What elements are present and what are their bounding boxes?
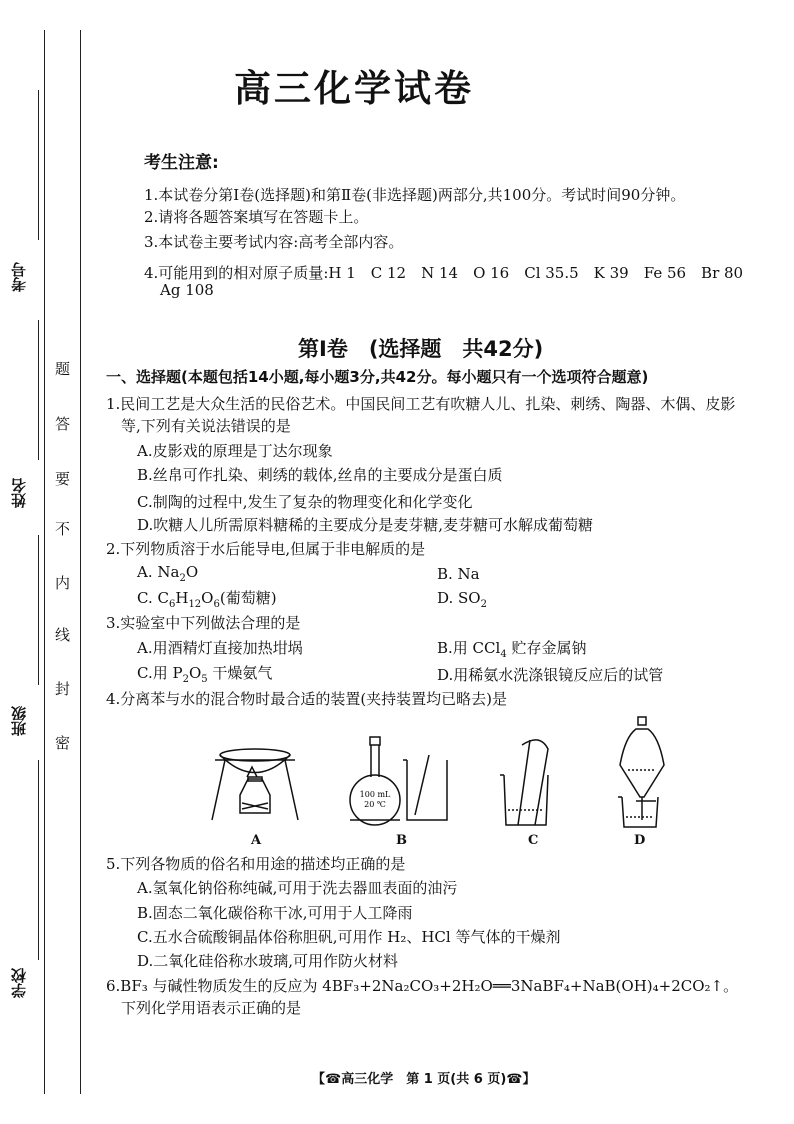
- q5-option-a: A.氢氧化钠俗称纯碱,可用于洗去器皿表面的油污: [137, 879, 458, 897]
- q5-option-d: D.二氧化硅俗称水玻璃,可用作防火材料: [137, 952, 399, 970]
- name-underline: [38, 320, 39, 460]
- school-label: 学校: [10, 968, 28, 998]
- q3-c-t2: O: [188, 664, 202, 682]
- seal-char: 线: [55, 626, 71, 644]
- q5-option-c: C.五水合硫酸铜晶体俗称胆矾,可用作 H₂、HCl 等气体的干燥剂: [137, 928, 561, 946]
- q3-b-t1: B.用 CCl: [437, 639, 501, 657]
- q3-option-a: A.用酒精灯直接加热坩埚: [137, 639, 303, 657]
- q2-c-s2: 12: [188, 599, 202, 610]
- q4-apparatus-figure: [200, 715, 680, 835]
- apparatus-c-beaker: [500, 740, 548, 825]
- q3-c-s2: 5: [201, 674, 208, 685]
- q4-stem: 4.分离苯与水的混合物时最合适的装置(夹持装置均已略去)是: [106, 690, 508, 708]
- page-title: 高三化学试卷: [234, 67, 474, 110]
- q1-stem: 1.民间工艺是大众生活的民俗艺术。中国民间工艺有吹糖人儿、扎染、刺绣、陶器、木偶、皮影: [106, 395, 736, 413]
- q2-d-text: D. SO: [437, 589, 481, 607]
- q1-option-c: C.制陶的过程中,发生了复杂的物理变化和化学变化: [137, 493, 473, 511]
- seal-char: 不: [55, 520, 71, 538]
- q6-stem: 6.BF₃ 与碱性物质发生的反应为 4BF₃+2Na₂CO₃+2H₂O══3NaBF₄+NaB(OH)₄+2CO₂↑。: [106, 977, 739, 995]
- apparatus-label-a: A: [251, 833, 262, 848]
- notice-item: Ag 108: [160, 281, 214, 299]
- q3-c-t3: 干燥氨气: [207, 664, 273, 682]
- q2-c-s1: 6: [168, 599, 176, 610]
- seal-char: 要: [55, 470, 71, 488]
- q3-c-s1: 2: [182, 674, 189, 685]
- q2-c-t3: O: [201, 589, 214, 607]
- class-label: 班级: [10, 706, 28, 736]
- q1-option-b: B.丝帛可作扎染、刺绣的载体,丝帛的主要成分是蛋白质: [137, 466, 503, 484]
- q2-d-sub: 2: [480, 599, 487, 610]
- name-label: 姓名: [10, 478, 28, 508]
- exam-no-underline: [38, 90, 39, 240]
- q3-b-sub: 4: [500, 649, 507, 660]
- page-footer: 【☎高三化学 第 1 页(共 6 页)☎】: [312, 1072, 536, 1087]
- q2-c-t2: H: [175, 589, 189, 607]
- q3-c-t1: C.用 P: [137, 664, 183, 682]
- exam-no-label: 考号: [10, 262, 28, 292]
- notice-item: 1.本试卷分第Ⅰ卷(选择题)和第Ⅱ卷(非选择题)两部分,共100分。考试时间90分钟。: [144, 186, 686, 204]
- q5-stem: 5.下列各物质的俗名和用途的描述均正确的是: [106, 855, 406, 873]
- apparatus-b-volumetric-flask: [350, 737, 447, 825]
- class-underline: [38, 535, 39, 685]
- q2-c-s3: 6: [213, 599, 220, 610]
- seal-char: 密: [55, 734, 71, 752]
- notice-item: 4.可能用到的相对原子质量:H 1 C 12 N 14 O 16 Cl 35.5 K 39 Fe 56 Br 80: [144, 264, 744, 282]
- apparatus-a-evaporation: [212, 749, 298, 820]
- q3-b-t2: 贮存金属钠: [506, 639, 587, 657]
- q6-stem-cont: 下列化学用语表示正确的是: [121, 999, 302, 1017]
- binding-line-inner: [80, 30, 81, 1094]
- q2-option-d: [437, 589, 487, 610]
- q3-option-d: D.用稀氨水洗涤银镜反应后的试管: [437, 666, 664, 684]
- apparatus-label-d: D: [634, 833, 646, 848]
- q3-stem: 3.实验室中下列做法合理的是: [106, 614, 301, 632]
- notice-item: 2.请将各题答案填写在答题卡上。: [144, 208, 369, 226]
- q3-option-c: [137, 662, 272, 685]
- apparatus-label-b: B: [396, 833, 407, 848]
- seal-char: 题: [55, 360, 71, 378]
- q1-option-d: D.吹糖人儿所需原料糖稀的主要成分是麦芽糖,麦芽糖可水解成葡萄糖: [137, 516, 594, 534]
- q2-c-t1: C. C: [137, 589, 169, 607]
- q2-c-t4: (葡萄糖): [219, 589, 277, 607]
- q2-option-a: [137, 563, 198, 584]
- binding-line-outer: [44, 30, 45, 1094]
- school-underline: [38, 760, 39, 960]
- flask-label: 100 mL: [359, 790, 391, 799]
- q2-option-c: [137, 587, 277, 610]
- notice-item: 3.本试卷主要考试内容:高考全部内容。: [144, 233, 404, 251]
- q1-option-a: A.皮影戏的原理是丁达尔现象: [137, 442, 333, 460]
- q2-a-sub: 2: [179, 573, 186, 584]
- section-title: 第Ⅰ卷 (选择题 共42分): [298, 337, 544, 361]
- q5-option-b: B.固态二氧化碳俗称干冰,可用于人工降雨: [137, 904, 413, 922]
- binding-margin: [0, 0, 100, 1124]
- q2-a-text2: O: [185, 563, 199, 581]
- seal-char: 答: [55, 415, 71, 433]
- seal-char: 内: [55, 574, 71, 592]
- notice-heading: 考生注意:: [144, 153, 219, 173]
- flask-label: 20 ℃: [364, 800, 386, 809]
- apparatus-d-separatory-funnel: [618, 717, 664, 827]
- q2-stem: 2.下列物质溶于水后能导电,但属于非电解质的是: [106, 540, 426, 558]
- apparatus-label-c: C: [528, 833, 539, 848]
- q2-option-b: B. Na: [437, 565, 480, 583]
- q3-option-b: [437, 637, 586, 660]
- section-intro: 一、选择题(本题包括14小题,每小题3分,共42分。每小题只有一个选项符合题意): [106, 368, 649, 386]
- q1-stem-cont: 等,下列有关说法错误的是: [121, 417, 291, 435]
- q2-a-text: A. Na: [137, 563, 180, 581]
- seal-char: 封: [55, 680, 71, 698]
